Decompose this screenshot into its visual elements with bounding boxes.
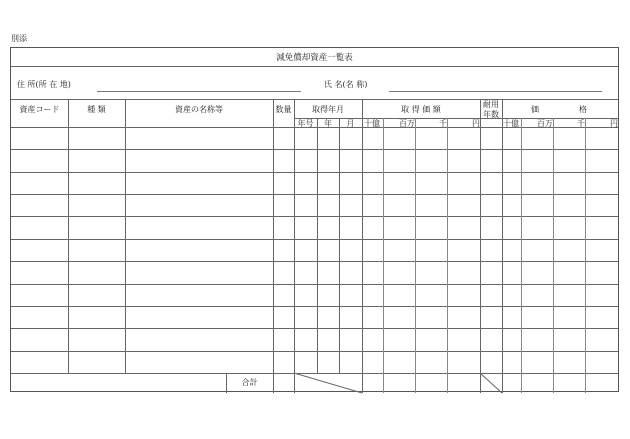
address-label: 住 所(所 在 地) [17, 80, 71, 89]
value-subheader-billion: 十億 [503, 119, 519, 128]
header-value-1: 価 [531, 105, 539, 114]
col-divider-price [480, 99, 481, 393]
col-divider-kind [125, 99, 126, 373]
header-value-2: 格 [579, 105, 587, 114]
price-subheader-million: 百万 [399, 119, 415, 128]
table-row-divider [11, 172, 618, 173]
price-tick-billion [383, 118, 384, 393]
address-row-divider [11, 99, 618, 100]
table-row-divider [11, 328, 618, 329]
col-divider-life [502, 99, 503, 393]
name-field-line[interactable] [389, 91, 602, 92]
address-field-line[interactable] [97, 91, 301, 92]
header-asset-code: 資産コード [19, 105, 60, 114]
price-subheader-yen: 円 [472, 119, 480, 128]
value-tick-thousand [585, 118, 586, 393]
header-acquired-date: 取得年月 [312, 105, 344, 114]
table-row-divider [11, 261, 618, 262]
table-row-divider [11, 149, 618, 150]
form-title: 減免償却資産一覧表 [276, 53, 353, 63]
price-tick-million [415, 118, 416, 393]
value-subheader-million: 百万 [537, 119, 553, 128]
value-subheader-thousand: 千 [577, 119, 585, 128]
page-label: 別添 [11, 34, 27, 43]
total-label: 合計 [241, 378, 258, 387]
name-label: 氏 名(名 称) [324, 80, 368, 89]
col-divider-date [362, 99, 363, 393]
col-divider-quantity [294, 99, 295, 393]
table-row-divider [11, 239, 618, 240]
col-divider-era [317, 118, 318, 373]
col-divider-name [273, 99, 274, 393]
header-useful-life-1: 耐用 [483, 100, 499, 109]
table-row-divider [11, 351, 618, 352]
subheader-year: 年 [324, 119, 332, 128]
total-date-strike [294, 373, 362, 393]
title-divider [11, 66, 618, 67]
col-divider-year [339, 118, 340, 373]
table-row-divider [11, 216, 618, 217]
header-quantity: 数量 [275, 105, 292, 114]
value-tick-billion [521, 118, 522, 393]
price-subheader-billion: 十億 [364, 119, 380, 128]
table-row-divider [11, 194, 618, 195]
table-row-divider [11, 306, 618, 307]
subheader-divider [294, 118, 618, 119]
value-subheader-yen: 円 [610, 119, 618, 128]
table-row-divider [11, 284, 618, 285]
value-tick-million [553, 118, 554, 393]
header-asset-name: 資産の名称等 [175, 105, 223, 114]
header-useful-life-2: 年数 [483, 110, 499, 119]
price-tick-thousand [447, 118, 448, 393]
total-life-strike [480, 373, 502, 393]
asset-list-form [10, 47, 619, 392]
subheader-era: 年号 [297, 119, 314, 128]
subheader-month: 月 [346, 119, 355, 128]
header-kind: 種 類 [87, 105, 106, 114]
header-acquisition-price: 取 得 価 額 [401, 105, 441, 114]
price-subheader-thousand: 千 [439, 119, 447, 128]
col-divider-code [68, 99, 69, 373]
